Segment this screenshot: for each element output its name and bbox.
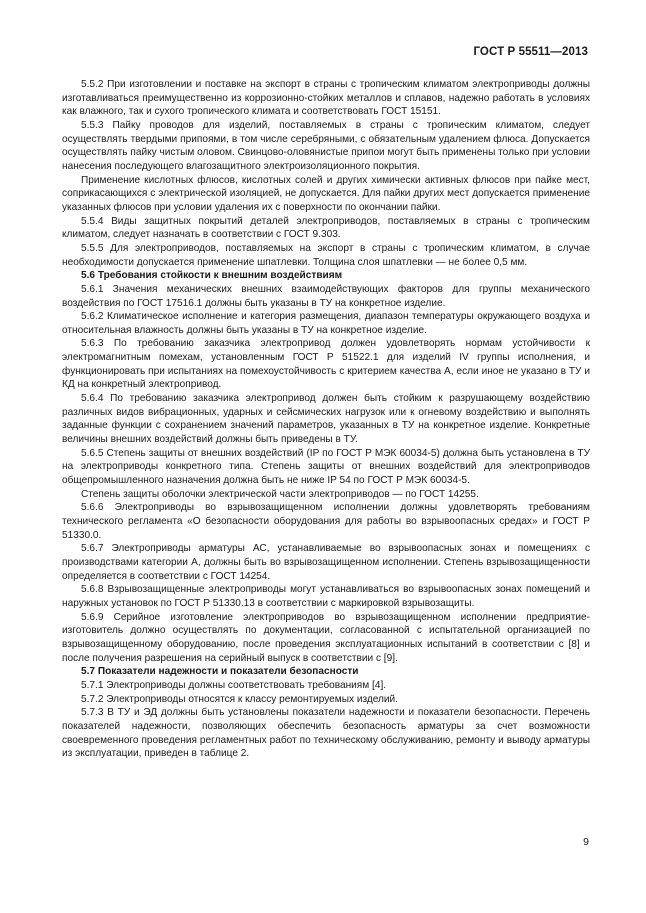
paragraph: 5.6.7 Электроприводы арматуры АС, устанавливаемые во взрывоопасных зонах и помещениях с производствами категории А, должны быть во взрывозащищенном исполнении. Степень взрывозащищенности определяется в соответствии с ГОСТ 14254. bbox=[62, 543, 590, 582]
document-body bbox=[62, 78, 590, 761]
paragraph: 5.6.5 Степень защиты от внешних воздействий (IP по ГОСТ Р МЭК 60034-5) должна быть установлена в ТУ на электроприводы конкретного типа. Степень защиты от внешних воздействий для электроприводов общепромышленного назначения должна быть не ниже IP 54 по ГОСТ Р МЭК 60034-5. bbox=[62, 447, 590, 487]
paragraph: 5.6.2 Климатическое исполнение и категория размещения, диапазон температуры окружающего воздуха и относительная влажность должны быть указаны в ТУ на конкретное изделие. bbox=[62, 311, 590, 336]
paragraph: 5.7.2 Электроприводы относятся к классу ремонтируемых изделий. bbox=[81, 693, 398, 705]
page-number: 9 bbox=[583, 836, 589, 848]
paragraph: 5.5.5 Для электроприводов, поставляемых на экспорт в страны с тропическим климатом, в случае необходимости допускается применение шпатлевки. Толщина слоя шпатлевки — не более 0,5 мм. bbox=[62, 242, 590, 268]
paragraph: Применение кислотных флюсов, кислотных солей и других химически активных флюсов при пайке мест, соприкасающихся с электрической изоляцией, не допускается. Для пайки других мест допускается применение указанных флюсов при условии удаления их с поверхности по окончании пайки. bbox=[62, 174, 590, 213]
document-designation: ГОСТ Р 55511—2013 bbox=[473, 46, 588, 58]
paragraph: 5.7.1 Электроприводы должны соответствовать требованиям [4]. bbox=[81, 679, 387, 691]
paragraph: 5.5.4 Виды защитных покрытий деталей электроприводов, поставляемых в страны с тропическим климатом, следует назначать в соответствии с ГОСТ 9.303. bbox=[62, 215, 590, 241]
paragraph: 5.6.3 По требованию заказчика электропривод должен удовлетворять нормам устойчивости к электромагнитным помехам, установленным ГОСТ Р 51522.1 для изделий IV группы исполнения, и функционировать при испытаниях на помехоустойчивость с критерием качества А, если иное не указано в ТУ и КД на конкретный электропривод. bbox=[62, 338, 590, 391]
paragraph: 5.6.8 Взрывозащищенные электроприводы могут устанавливаться во взрывоопасных зонах помещений и наружных установок по ГОСТ Р 51330.13 в соответствии с маркировкой взрывозащиты. bbox=[62, 584, 590, 609]
paragraph: 5.7.3 В ТУ и ЭД должны быть установлены показатели надежности и показатели безопасности. Перечень показателей надежности, позволяющих обеспечить безопасность арматуры за счет возможности своевременного проведения регламентных работ по техническому обслуживанию, ремонту и выводу арматуры из эксплуатации, приведен в таблице 2. bbox=[62, 707, 590, 760]
paragraph: 5.6.9 Серийное изготовление электроприводов во взрывозащищенном исполнении предприятие-изготовитель должно осуществлять по документации, согласованной с испытательной организацией по взрывозащищенному оборудованию, после проведения эксплуатационных испытаний в соответствии с [8] и после получения разрешения на серийный выпуск в соответствии с [9]. bbox=[62, 611, 590, 664]
section-heading: 5.6 Требования стойкости к внешним воздействиям bbox=[81, 270, 343, 282]
paragraph: 5.5.3 Пайку проводов для изделий, поставляемых в страны с тропическим климатом, следует осуществлять твердыми припоями, в том числе серебряными, с обязательным удалением флюса. Допускается осуществлять пайку чистым оловом. Свинцово-оловянистые припои могут быть применены только при условии нанесения последующего влагозащитного электроизоляционного покрытия. bbox=[62, 119, 590, 172]
section-heading: 5.7 Показатели надежности и показатели безопасности bbox=[81, 666, 359, 678]
paragraph: 5.5.2 При изготовлении и поставке на экспорт в страны с тропическим климатом электроприводы должны изготавливаться преимущественно из коррозионно-стойких металлов и сплавов, надежно работать в условиях как влажного, так и сухого тропического климата и соответствовать ГОСТ 15151. bbox=[62, 79, 590, 118]
paragraph: 5.6.1 Значения механических внешних взаимодействующих факторов для группы механического воздействия по ГОСТ 17516.1 должны быть указаны в ТУ на конкретное изделие. bbox=[62, 283, 590, 309]
paragraph: 5.6.6 Электроприводы во взрывозащищенном исполнении должны удовлетворять требованиям технического регламента «О безопасности оборудования для работы во взрывоопасных средах» и ГОСТ Р 51330.0. bbox=[62, 502, 590, 541]
paragraph: Степень защиты оболочки электрической части электроприводов — по ГОСТ 14255. bbox=[81, 488, 479, 500]
paragraph: 5.6.4 По требованию заказчика электропривод должен быть стойким к разрушающему воздействию различных видов вибрационных, ударных и сейсмических нагрузок или к огневому воздействию и выполнять заданные функции с сохранением значений параметров, указанных в ТУ на конкретное изделие. Конкретные величины внешних воздействий должны быть приведены в ТУ. bbox=[62, 393, 590, 446]
